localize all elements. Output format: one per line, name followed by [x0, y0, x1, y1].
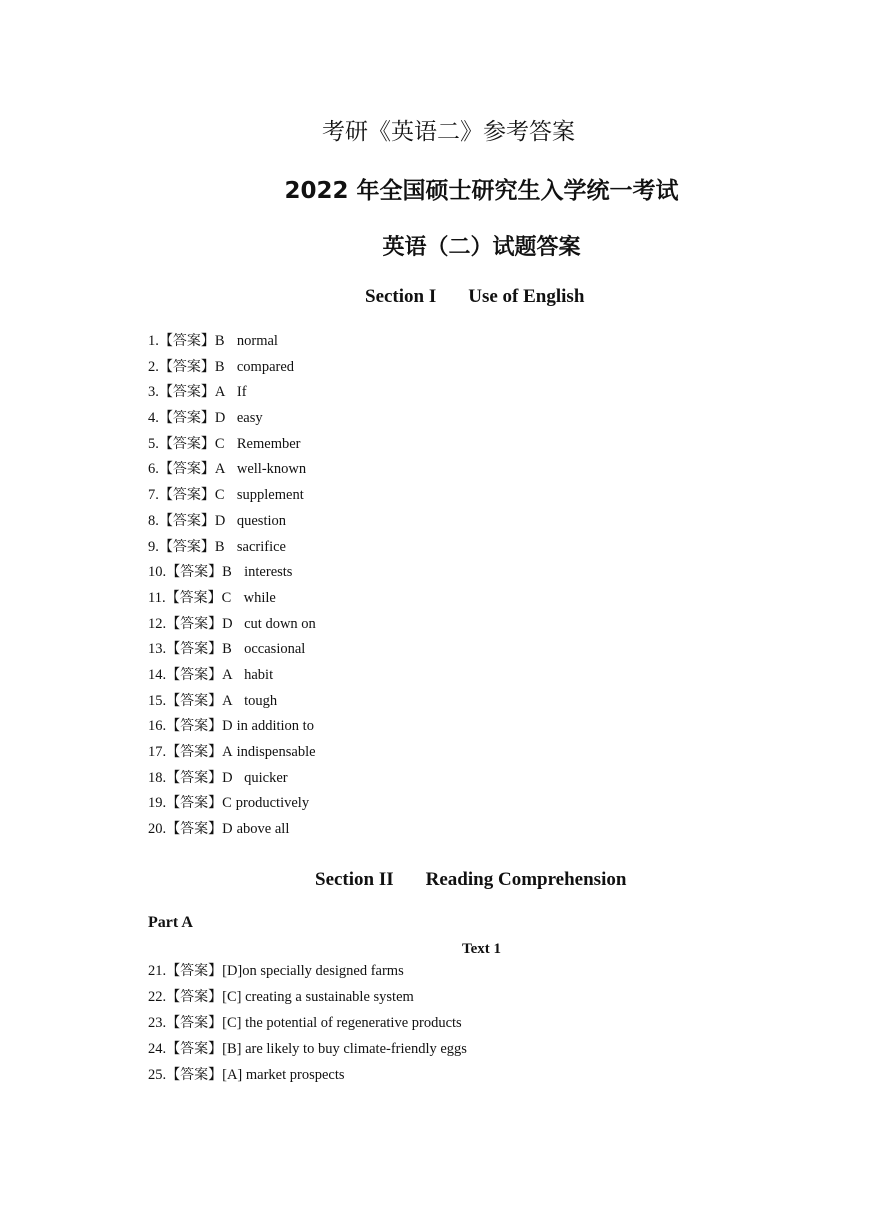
- answer-item: [148, 357, 316, 383]
- answer-item: [148, 588, 316, 614]
- answer-item: [148, 691, 316, 717]
- answer-number: 5.: [148, 435, 159, 452]
- answer-text: compared: [236, 358, 295, 375]
- answer-number: 24.: [148, 1041, 167, 1057]
- answer-text: above all: [236, 821, 290, 838]
- answer-number: 12.: [148, 615, 167, 632]
- section-1-name: Use of English: [468, 286, 585, 307]
- answer-item: [148, 408, 316, 434]
- answer-number: 23.: [148, 1015, 167, 1031]
- text-1-heading: Text 1: [462, 941, 502, 957]
- answer-letter: C: [222, 795, 232, 812]
- answer-tag: 【答案】: [158, 333, 215, 349]
- answer-item: [148, 742, 316, 768]
- answer-letter: B: [222, 641, 232, 658]
- answer-number: 11.: [148, 589, 166, 606]
- answer-number: 6.: [148, 461, 159, 478]
- answer-tag: 【答案】: [165, 589, 222, 606]
- answer-tag: 【答案】: [166, 666, 223, 683]
- answer-tag: 【答案】: [166, 1041, 223, 1057]
- answer-letter: B: [214, 538, 225, 555]
- answer-item: [148, 987, 467, 1013]
- answer-text: habit: [244, 666, 274, 683]
- answer-number: 9.: [148, 538, 159, 555]
- answer-text: Remember: [236, 435, 301, 452]
- answer-tag: 【答案】: [158, 410, 215, 427]
- answer-number: 20.: [148, 821, 167, 838]
- part-a-heading: Part A: [148, 914, 193, 931]
- answer-tag: 【答案】: [158, 384, 215, 401]
- answer-text: easy: [236, 410, 263, 427]
- answer-letter: B: [214, 358, 225, 375]
- answer-letter: D: [222, 615, 233, 632]
- answer-tag: 【答案】: [166, 641, 223, 658]
- answer-item: [148, 537, 316, 563]
- answer-item: [148, 819, 316, 845]
- answer-text: [C] the potential of regenerative products: [222, 1015, 462, 1031]
- answer-tag: 【答案】: [158, 461, 215, 478]
- answer-tag: 【答案】: [166, 989, 223, 1005]
- answer-number: 7.: [148, 487, 159, 504]
- answer-item: [148, 614, 316, 640]
- answer-letter: D: [214, 410, 226, 427]
- answer-number: 4.: [148, 410, 159, 427]
- answer-letter: D: [214, 512, 226, 529]
- answer-text: interests: [244, 564, 293, 581]
- answer-tag: 【答案】: [158, 435, 215, 452]
- answer-number: 2.: [148, 358, 159, 375]
- answer-text: in addition to: [236, 718, 314, 735]
- section-2-heading: [315, 869, 626, 891]
- answer-tag: 【答案】: [166, 564, 223, 581]
- answer-number: 10.: [148, 564, 167, 581]
- answer-tag: 【答案】: [158, 538, 215, 555]
- exam-title: 2022 年全国硕士研究生入学统一考试: [284, 178, 679, 204]
- answer-tag: 【答案】: [158, 358, 215, 375]
- answer-text: If: [236, 384, 247, 401]
- section-1-label: Section I: [365, 286, 437, 307]
- answer-item: [148, 331, 316, 357]
- answer-letter: A: [222, 744, 233, 760]
- answer-tag: 【答案】: [166, 963, 223, 979]
- document-top-title: 考研《英语二》参考答案: [322, 119, 575, 145]
- answer-text: [A] market prospects: [222, 1067, 345, 1083]
- answer-number: 14.: [148, 666, 167, 683]
- answer-number: 13.: [148, 641, 167, 658]
- answer-number: 18.: [148, 769, 167, 786]
- answer-number: 1.: [148, 333, 159, 349]
- answer-number: 17.: [148, 744, 167, 760]
- answer-letter: A: [222, 666, 233, 683]
- answer-number: 19.: [148, 795, 167, 812]
- answer-number: 3.: [148, 384, 159, 401]
- answer-number: 16.: [148, 718, 167, 735]
- answer-text: indispensable: [236, 744, 316, 760]
- answer-item: [148, 768, 316, 794]
- answer-tag: 【答案】: [158, 487, 215, 504]
- answer-item: [148, 485, 316, 511]
- answer-tag: 【答案】: [166, 692, 223, 709]
- answer-letter: C: [221, 589, 232, 606]
- answer-text: tough: [244, 692, 278, 709]
- answer-item: [148, 793, 316, 819]
- answer-letter: A: [214, 461, 226, 478]
- answer-item: [148, 1039, 467, 1065]
- answer-item: [148, 1065, 467, 1091]
- answer-tag: 【答案】: [166, 1067, 223, 1083]
- answer-item: [148, 639, 316, 665]
- section-2-label: Section II: [315, 869, 394, 890]
- answer-item: [148, 562, 316, 588]
- answer-tag: 【答案】: [166, 769, 223, 786]
- answer-tag: 【答案】: [166, 795, 223, 812]
- answer-letter: C: [214, 435, 225, 452]
- answer-letter: D: [222, 769, 233, 786]
- answer-tag: 【答案】: [166, 615, 223, 632]
- answer-number: 15.: [148, 692, 167, 709]
- section-2-name: Reading Comprehension: [425, 869, 627, 890]
- answer-tag: 【答案】: [166, 744, 223, 760]
- answer-item: [148, 434, 316, 460]
- answer-tag: 【答案】: [158, 512, 215, 529]
- answer-item: [148, 1013, 467, 1039]
- answer-letter: B: [214, 333, 225, 349]
- answer-text: question: [236, 512, 287, 529]
- answer-number: 8.: [148, 512, 159, 529]
- answer-letter: C: [214, 487, 225, 504]
- answer-text: occasional: [244, 641, 306, 658]
- answer-text: normal: [236, 333, 278, 349]
- answer-tag: 【答案】: [166, 1015, 223, 1031]
- answer-text: while: [243, 589, 276, 606]
- answer-text: [B] are likely to buy climate-friendly eggs: [222, 1041, 467, 1057]
- answer-tag: 【答案】: [166, 718, 223, 735]
- answer-letter: A: [214, 384, 226, 401]
- answer-item: [148, 459, 316, 485]
- answer-text: [D]on specially designed farms: [222, 963, 404, 979]
- answer-item: [148, 961, 467, 987]
- answer-text: [C] creating a sustainable system: [222, 989, 414, 1005]
- answer-text: quicker: [244, 769, 288, 786]
- answer-letter: D: [222, 718, 233, 735]
- answer-letter: B: [222, 564, 232, 581]
- answer-key-subtitle: 英语（二）试题答案: [382, 235, 581, 260]
- answer-letter: A: [222, 692, 233, 709]
- answer-text: well-known: [236, 461, 307, 478]
- answer-number: 21.: [148, 963, 167, 979]
- answer-item: [148, 511, 316, 537]
- section-1-answer-list: [148, 331, 316, 845]
- answer-text: supplement: [236, 487, 304, 504]
- answer-item: [148, 382, 316, 408]
- answer-number: 22.: [148, 989, 167, 1005]
- answer-tag: 【答案】: [166, 821, 223, 838]
- answer-text: cut down on: [244, 615, 316, 632]
- answer-number: 25.: [148, 1067, 167, 1083]
- section-2-answer-list: [148, 961, 467, 1091]
- answer-item: [148, 716, 316, 742]
- answer-item: [148, 665, 316, 691]
- answer-text: productively: [235, 795, 310, 812]
- section-1-heading: [365, 286, 584, 308]
- answer-text: sacrifice: [236, 538, 286, 555]
- answer-letter: D: [222, 821, 233, 838]
